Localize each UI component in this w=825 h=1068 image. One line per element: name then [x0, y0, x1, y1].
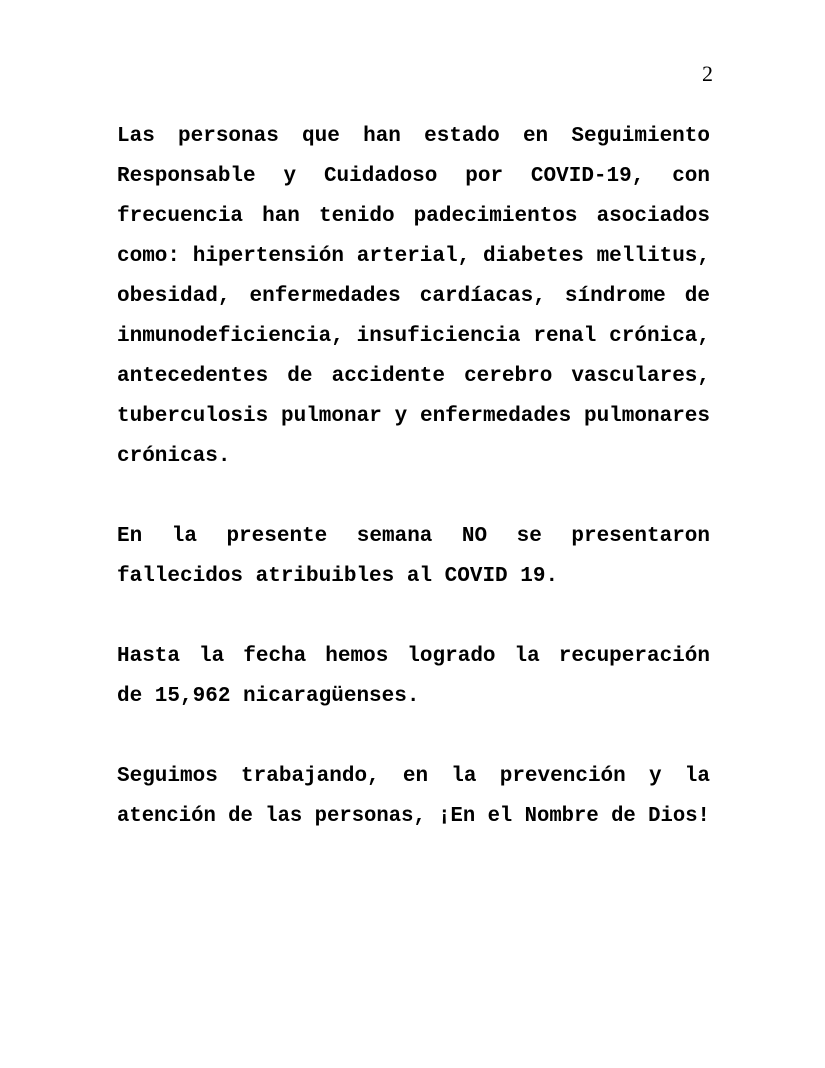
- text-line-condensed: atención de las personas, ¡En el Nombre de Dios!: [117, 805, 710, 828]
- text-line: Seguimos trabajando, en la prevención y la: [117, 765, 710, 788]
- text-line: fallecidos atribuibles al COVID 19.: [117, 565, 559, 588]
- paragraph-recovered: [117, 637, 710, 717]
- text-line: [117, 797, 710, 837]
- document-body: [117, 117, 710, 837]
- text-line: En la presente semana NO se presentaron: [117, 525, 710, 548]
- paragraph-deaths: [117, 517, 710, 597]
- text-line: Hasta la fecha hemos logrado la recuperación: [117, 645, 710, 668]
- text-line: Las personas que han estado en Seguimiento: [117, 125, 710, 148]
- paragraph-closing: [117, 757, 710, 837]
- text-line: obesidad, enfermedades cardíacas, síndrome de: [117, 285, 710, 308]
- text-line: crónicas.: [117, 445, 231, 468]
- text-line: tuberculosis pulmonar y enfermedades pulmonares: [117, 405, 710, 428]
- paragraph-covid-conditions: [117, 117, 710, 477]
- text-line: frecuencia han tenido padecimientos asociados: [117, 205, 710, 228]
- page-number: 2: [702, 61, 713, 86]
- text-line: de 15,962 nicaragüenses.: [117, 685, 420, 708]
- text-line: inmunodeficiencia, insuficiencia renal crónica,: [117, 325, 710, 348]
- text-line: antecedentes de accidente cerebro vasculares,: [117, 365, 710, 388]
- text-line: Responsable y Cuidadoso por COVID-19, con: [117, 165, 710, 188]
- text-line: como: hipertensión arterial, diabetes mellitus,: [117, 245, 710, 268]
